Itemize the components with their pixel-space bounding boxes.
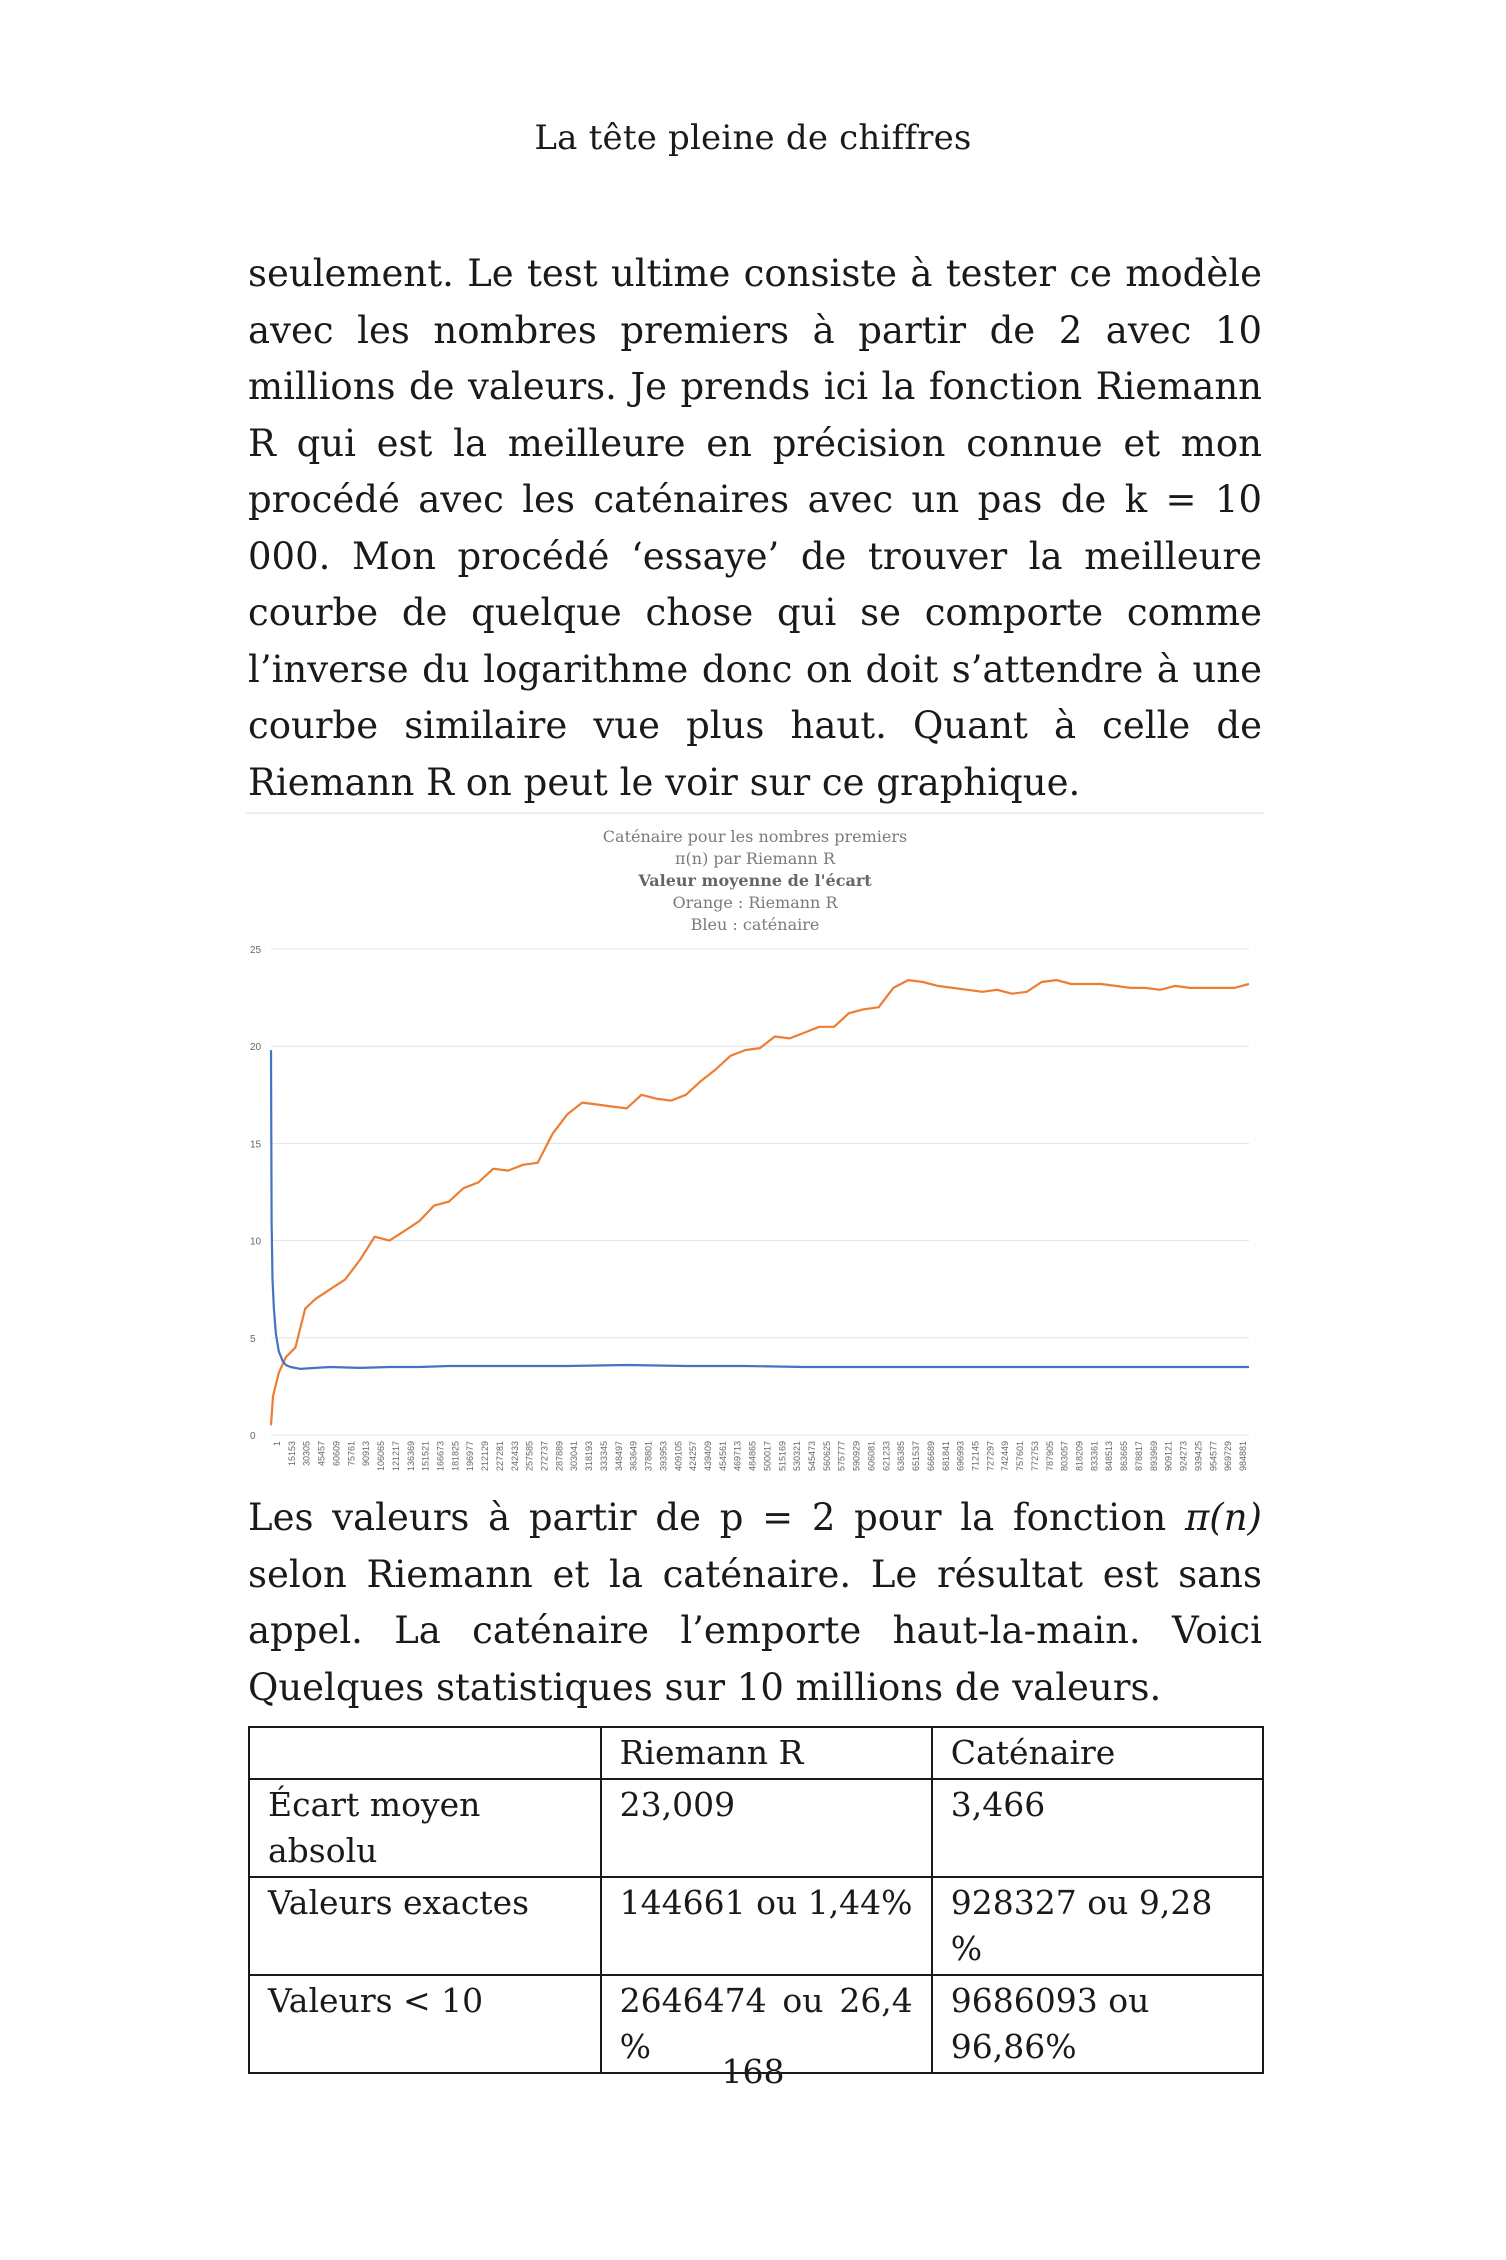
chart-title-line-2: π(n) par Riemann R	[675, 849, 835, 868]
table-cell: Valeurs exactes	[249, 1877, 601, 1975]
x-tick-label: 954577	[1208, 1441, 1219, 1472]
x-tick-label: 939425	[1193, 1441, 1204, 1472]
x-tick-label: 696993	[955, 1441, 966, 1472]
x-tick-label: 893969	[1148, 1441, 1159, 1472]
x-tick-label: 90913	[361, 1441, 372, 1467]
x-tick-label: 106065	[376, 1441, 387, 1472]
x-tick-label: 787905	[1044, 1441, 1055, 1472]
paragraph-results	[248, 1490, 1262, 1716]
x-tick-label: 166673	[435, 1441, 446, 1472]
x-tick-label: 924273	[1178, 1441, 1189, 1472]
table-cell: Valeurs < 10	[249, 1975, 601, 2073]
table-cell: Écart moyen absolu	[249, 1779, 601, 1877]
x-tick-label: 257585	[524, 1441, 535, 1472]
statistics-table	[248, 1726, 1264, 2074]
x-tick-label: 651537	[911, 1441, 922, 1472]
table-cell: 9686093 ou 96,86%	[932, 1975, 1263, 2073]
series-line-riemann	[271, 980, 1249, 1425]
x-tick-label: 969729	[1223, 1441, 1234, 1472]
table-cell: 928327 ou 9,28 %	[932, 1877, 1263, 1975]
x-tick-label: 454561	[717, 1441, 728, 1472]
x-tick-label: 318193	[584, 1441, 595, 1472]
x-tick-label: 500017	[762, 1441, 773, 1472]
x-tick-label: 121217	[390, 1441, 401, 1472]
x-tick-label: 757601	[1015, 1441, 1026, 1472]
table-cell: 23,009	[601, 1779, 932, 1877]
x-tick-label: 848513	[1104, 1441, 1115, 1472]
table-row	[249, 1779, 1263, 1877]
x-tick-label: 424257	[688, 1441, 699, 1472]
paragraph-results-after: selon Riemann et la caténaire. Le résultat est sans appel. La caténaire l’emporte haut-la-main. Voici Quelques statistiques sur 10 millions de valeurs.	[248, 1552, 1262, 1709]
table-cell: 2646474 ou 26,4 %	[601, 1975, 932, 2073]
table-header-cell	[249, 1727, 601, 1779]
x-tick-label: 727297	[985, 1441, 996, 1472]
series-line-catenaire	[271, 1050, 1249, 1369]
x-tick-label: 151521	[420, 1441, 431, 1472]
x-tick-label: 409105	[673, 1441, 684, 1472]
x-tick-label: 606081	[866, 1441, 877, 1472]
x-tick-label: 621233	[881, 1441, 892, 1472]
x-tick-label: 196977	[465, 1441, 476, 1472]
x-tick-label: 30305	[301, 1441, 312, 1467]
x-tick-label: 772753	[1029, 1441, 1040, 1472]
x-tick-label: 803057	[1059, 1441, 1070, 1472]
x-tick-label: 242433	[509, 1441, 520, 1472]
page-number: 168	[721, 2052, 785, 2091]
y-tick-label: 0	[250, 1431, 256, 1442]
x-tick-label: 212129	[480, 1441, 491, 1472]
x-tick-label: 75761	[346, 1441, 357, 1467]
chart-title-line-5: Bleu : caténaire	[690, 915, 820, 934]
x-tick-label: 530321	[792, 1441, 803, 1472]
chart-title-line-4: Orange : Riemann R	[672, 893, 838, 912]
x-tick-label: 45457	[316, 1441, 327, 1467]
table-header-cell: Caténaire	[932, 1727, 1263, 1779]
running-header: La tête pleine de chiffres	[534, 118, 972, 158]
chart-title-line-3: Valeur moyenne de l'écart	[638, 871, 872, 890]
x-tick-label: 333345	[598, 1441, 609, 1472]
y-tick-label: 5	[250, 1333, 256, 1345]
table-cell: 144661 ou 1,44%	[601, 1877, 932, 1975]
x-tick-label: 984881	[1238, 1441, 1248, 1472]
table-header-row	[249, 1727, 1263, 1779]
x-tick-label: 666689	[925, 1441, 936, 1472]
x-tick-label: 833361	[1089, 1441, 1100, 1472]
chart	[246, 812, 1264, 1484]
x-tick-label: 181825	[450, 1441, 461, 1472]
x-tick-label: 287889	[554, 1441, 565, 1472]
x-tick-label: 681841	[940, 1441, 951, 1472]
x-tick-label: 393953	[658, 1441, 669, 1472]
x-tick-label: 818209	[1074, 1441, 1085, 1472]
pi-n-math: π(n)	[1184, 1496, 1262, 1539]
chart-title-line-1: Caténaire pour les nombres premiers	[602, 827, 908, 846]
paragraph-results-before: Les valeurs à partir de p = 2 pour la fonction	[248, 1496, 1185, 1539]
y-tick-label: 10	[250, 1236, 262, 1248]
y-tick-label: 20	[250, 1042, 262, 1054]
x-tick-label: 878817	[1133, 1441, 1144, 1472]
x-tick-label: 484865	[747, 1441, 758, 1472]
x-tick-label: 742449	[1000, 1441, 1011, 1472]
paragraph-intro: seulement. Le test ultime consiste à tester ce modèle avec les nombres premiers à partir de 2 avec 10 millions de valeurs. Je prends ici la fonction Riemann R qui est la meilleure en précision connue et mon procédé avec les caténaires avec un pas de k = 10 000. Mon procédé ‘essaye’ de trouver la meilleure courbe de quelque chose qui se comporte comme l’inverse du logarithme donc on doit s’attendre à une courbe similaire vue plus haut. Quant à celle de Riemann R on peut le voir sur ce graphique.	[248, 252, 1262, 804]
x-tick-label: 560625	[821, 1441, 832, 1472]
x-tick-label: 303041	[569, 1441, 580, 1472]
x-tick-label: 227281	[494, 1441, 505, 1472]
x-tick-label: 590929	[851, 1441, 862, 1472]
x-tick-label: 863665	[1119, 1441, 1130, 1472]
x-tick-label: 636385	[896, 1441, 907, 1472]
x-tick-label: 909121	[1163, 1441, 1174, 1472]
y-tick-label: 15	[250, 1139, 262, 1151]
table-row	[249, 1877, 1263, 1975]
x-tick-label: 469713	[732, 1441, 743, 1472]
x-tick-label: 60609	[331, 1441, 342, 1467]
table-cell: 3,466	[932, 1779, 1263, 1877]
x-tick-label: 1	[272, 1441, 282, 1447]
x-tick-label: 363649	[628, 1441, 639, 1472]
table-header-cell: Riemann R	[601, 1727, 932, 1779]
x-tick-label: 348497	[613, 1441, 624, 1472]
x-tick-label: 272737	[539, 1441, 550, 1472]
x-tick-label: 712145	[970, 1441, 981, 1472]
x-tick-label: 515169	[777, 1441, 788, 1472]
chart-title-block	[246, 826, 1264, 936]
x-tick-label: 136369	[405, 1441, 416, 1472]
x-tick-label: 15153	[286, 1441, 297, 1467]
x-tick-label: 545473	[807, 1441, 818, 1472]
x-tick-label: 575777	[836, 1441, 847, 1472]
x-tick-label: 439409	[702, 1441, 713, 1472]
x-tick-label: 378801	[643, 1441, 654, 1472]
y-tick-label: 25	[250, 945, 262, 956]
